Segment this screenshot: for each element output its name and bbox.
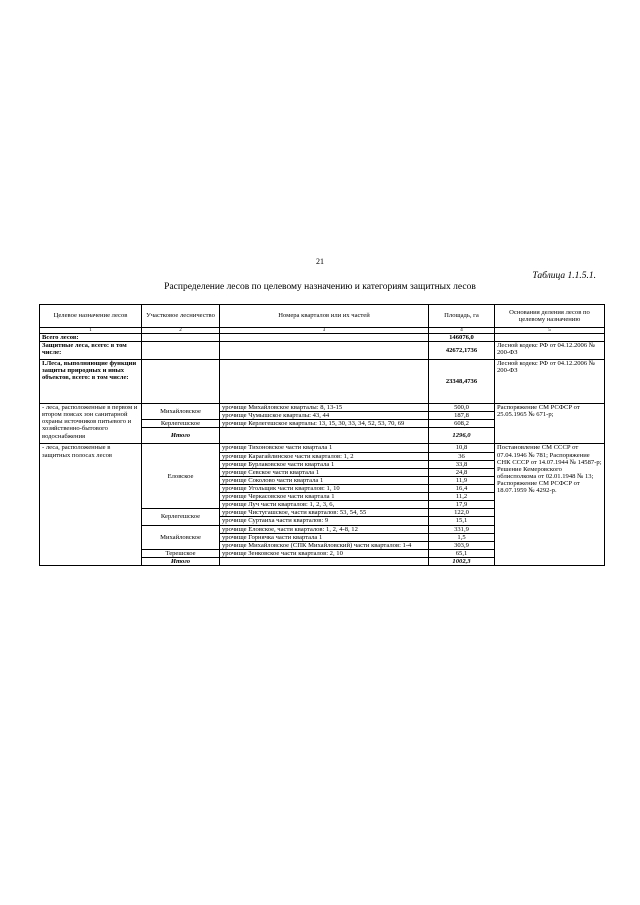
table-row	[40, 342, 605, 360]
total-label: Всего лесов:	[40, 334, 142, 342]
table-label: Таблица 1.1.5.1.	[532, 271, 596, 281]
quarter-cell: урочище Суртаиха части кварталов: 9	[220, 517, 429, 525]
column-index: 1	[40, 328, 142, 334]
quarter-cell: урочище Карагайлинское части кварталов: 1, 2	[220, 452, 429, 460]
column-index: 2	[142, 328, 220, 334]
forest-distribution-table	[39, 304, 605, 566]
quarter-cell: урочище Зенковское части кварталов: 2, 10	[220, 549, 429, 557]
quarter-cell: урочище Чистугашское, части кварталов: 53, 54, 55	[220, 509, 429, 517]
quarter-cell: урочище Черкасовское части квартала 1	[220, 493, 429, 501]
quarter-cell: урочище Соколово части квартала 1	[220, 476, 429, 484]
area-cell: 65,1	[429, 549, 495, 557]
protective-belt-label: - леса, расположенные в защитных полосах лесов	[40, 444, 142, 566]
forestry-cell: Керлегешское	[142, 420, 220, 428]
area-cell: 331,9	[429, 525, 495, 533]
water-zone-label: - леса, расположенные в первом и втором поясах зон санитарной охраны источников питьевого и хозяйственно-бытового водоснабжения	[40, 404, 142, 444]
area-cell: 500,0	[429, 404, 495, 412]
protective-belt-basis: Постановление СМ СССР от 07.04.1946 № 781; Распоряжение СНК СССР от 14.07.1944 № 14587-р; Решение Кемеровского облисполкома от 02.01.1948 № 13; Распоряжение СМ РСФСР от 18.07.1959 № 4292-р.	[495, 444, 605, 566]
quarter-cell: урочище Михайловское кварталы: 8, 13-15	[220, 404, 429, 412]
quarter-cell: урочище Михайловское (СПК Михайловский) части кварталов: 1-4	[220, 541, 429, 549]
area-cell: 16,4	[429, 484, 495, 492]
quarter-cell: урочище Бурлаковское части квартала 1	[220, 460, 429, 468]
area-cell: 10,8	[429, 444, 495, 452]
area-cell: 608,2	[429, 420, 495, 428]
quarter-cell: урочище Чумышское кварталы: 43, 44	[220, 412, 429, 420]
area-cell: 11,9	[429, 476, 495, 484]
forestry-cell: Михайловское	[142, 404, 220, 420]
column-index: 3	[220, 328, 429, 334]
subtotal-label: Итого	[142, 428, 220, 444]
area-cell: 1,5	[429, 533, 495, 541]
subtotal-area: 1296,0	[429, 428, 495, 444]
table-row	[40, 444, 605, 452]
area-cell: 303,9	[429, 541, 495, 549]
subtotal-area: 1002,3	[429, 557, 495, 565]
area-cell: 33,8	[429, 460, 495, 468]
forestry-cell: Михайловское	[142, 525, 220, 549]
table-row	[40, 404, 605, 412]
forestry-cell: Еловское	[142, 444, 220, 509]
protective-basis: Лесной кодекс РФ от 04.12.2006 № 200-ФЗ	[495, 342, 605, 360]
category-1-basis: Лесной кодекс РФ от 04.12.2006 № 200-ФЗ	[495, 360, 605, 404]
header-purpose: Целевое назначение лесов	[40, 305, 142, 328]
header-quarters: Номера кварталов или их частей	[220, 305, 429, 328]
quarter-cell: урочище Еловское, части кварталов: 1, 2, 4-8, 12	[220, 525, 429, 533]
category-1-label: I.Леса, выполняющие функции защиты природных и иных объектов, всего: в том числе:	[40, 360, 142, 404]
area-cell: 36	[429, 452, 495, 460]
forestry-cell: Терешское	[142, 549, 220, 557]
table-row	[40, 360, 605, 404]
area-cell: 122,0	[429, 509, 495, 517]
quarter-cell: урочище Севское части квартала 1	[220, 468, 429, 476]
page-number: 21	[316, 257, 324, 266]
protective-area: 42672,1736	[429, 342, 495, 360]
area-cell: 11,2	[429, 493, 495, 501]
category-1-area: 23348,4736	[429, 360, 495, 404]
total-area: 146076,0	[429, 334, 495, 342]
quarter-cell: урочище Тихоновское части квартала 1	[220, 444, 429, 452]
header-row	[40, 305, 605, 328]
area-cell: 24,8	[429, 468, 495, 476]
area-cell: 15,1	[429, 517, 495, 525]
header-forestry: Участковое лесничество	[142, 305, 220, 328]
header-area: Площадь, га	[429, 305, 495, 328]
table-row	[40, 334, 605, 342]
column-index: 4	[429, 328, 495, 334]
subtotal-label: Итого	[142, 557, 220, 565]
quarter-cell: урочище Горнячка части квартала 1	[220, 533, 429, 541]
quarter-cell: урочище Угольщик части кварталов: 1, 10	[220, 484, 429, 492]
quarter-cell: урочище Луч части кварталов: 1, 2, 3, 6,	[220, 501, 429, 509]
protective-label: Защитные леса, всего: в том числе:	[40, 342, 142, 360]
water-zone-basis: Распоряжение СМ РСФСР от 25.05.1965 № 671-р;	[495, 404, 605, 444]
quarter-cell: урочище Керлегешское кварталы: 13, 15, 30, 33, 34, 52, 53, 70, 69	[220, 420, 429, 428]
table-title: Распределение лесов по целевому назначению и категориям защитных лесов	[164, 282, 476, 292]
forestry-cell: Керлегешское	[142, 509, 220, 525]
column-index: 5	[495, 328, 605, 334]
area-cell: 187,8	[429, 412, 495, 420]
area-cell: 17,9	[429, 501, 495, 509]
header-basis: Основания деления лесов по целевому назначению	[495, 305, 605, 328]
